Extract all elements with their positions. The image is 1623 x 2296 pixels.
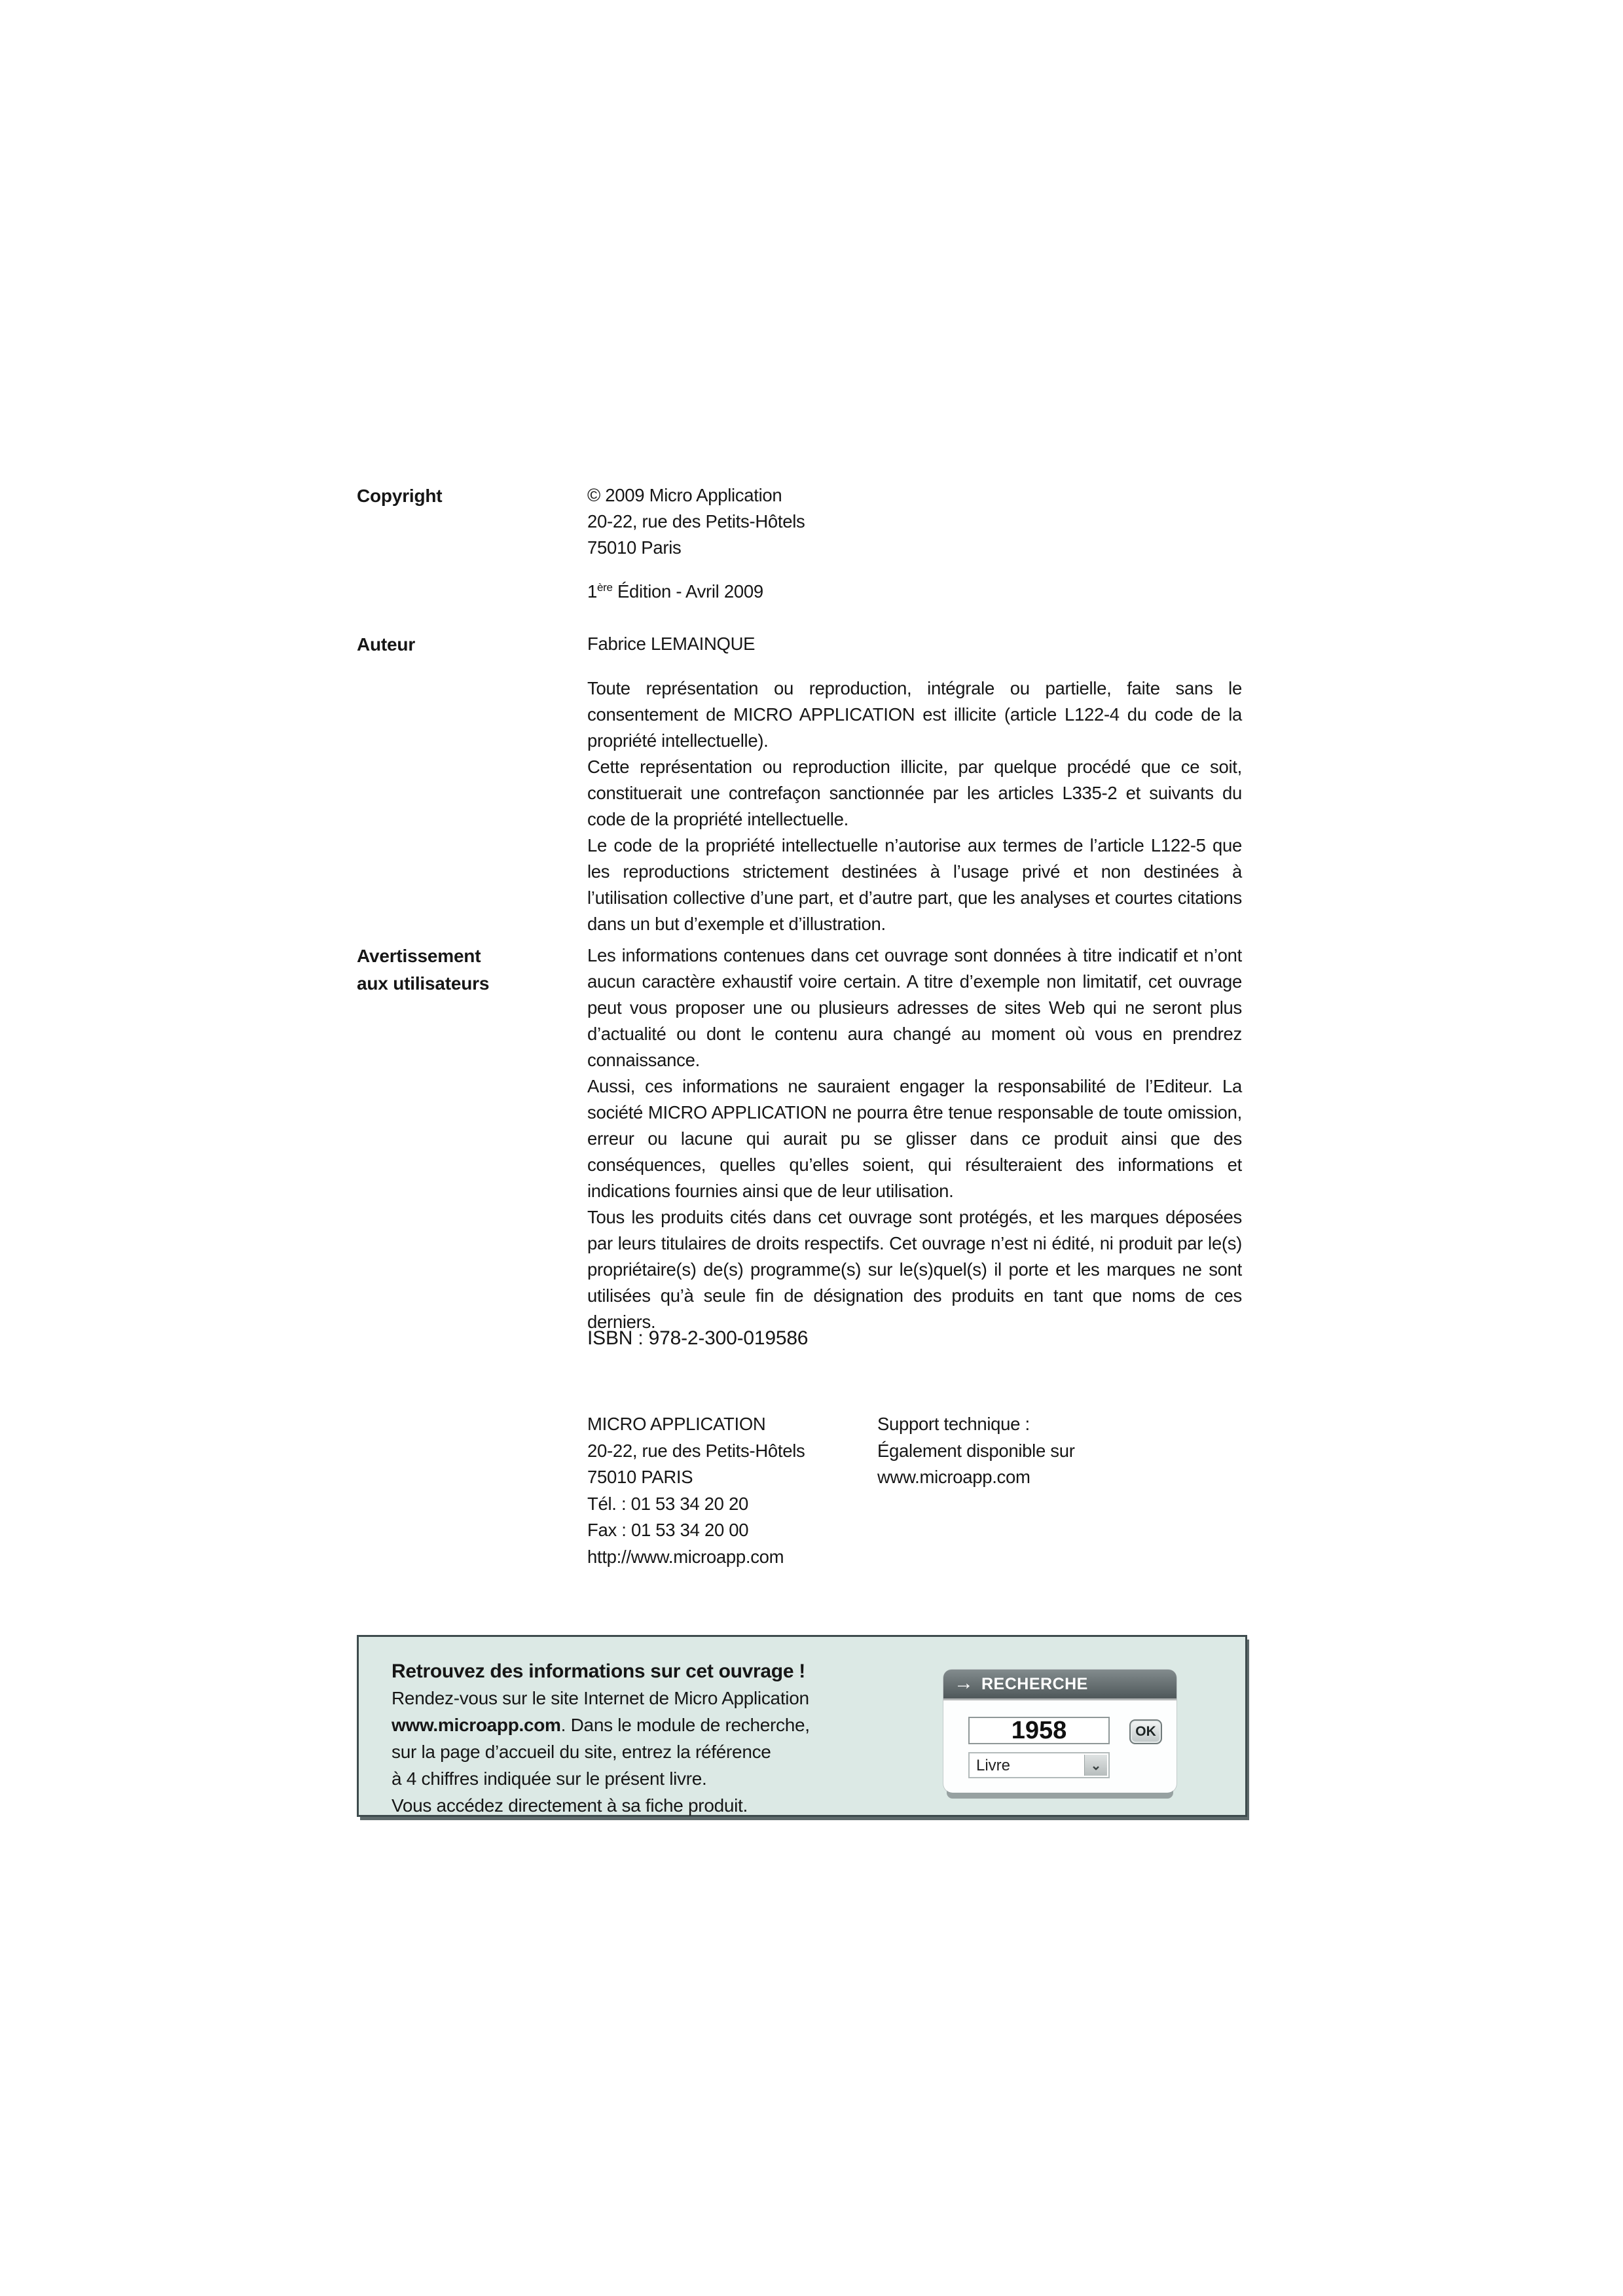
avertissement-paragraph: Aussi, ces informations ne sauraient engager la responsabilité de l’Editeur. La société MICRO APPLICATION ne pourra être tenue responsable de toute omission, erreur ou lacune qui aurait pu se glisser dans ce produit ainsi que des conséquences, quelles qu’elles soient, qui résulteraient des informations et indications fournies ainsi que de leur utilisation. <box>587 1076 1242 1201</box>
info-box-line: Rendez-vous sur le site Internet de Micro Application <box>392 1688 809 1708</box>
address-line: 75010 PARIS <box>587 1467 693 1487</box>
avertissement-paragraphs <box>587 942 1242 1335</box>
legal-paragraph: Cette représentation ou reproduction illicite, par quelque procédé que ce soit, constituerait une contrefaçon sanctionnée par les articles L335-2 et suivants du code de la propriété intellectuelle. <box>587 757 1242 829</box>
info-box-line: www.microapp.com. Dans le module de recherche, <box>392 1715 810 1735</box>
search-input[interactable] <box>968 1717 1110 1744</box>
info-box <box>357 1635 1247 1817</box>
copyright-line: 75010 Paris <box>587 537 682 558</box>
address-line: MICRO APPLICATION <box>587 1414 766 1434</box>
search-widget-header-label: RECHERCHE <box>981 1674 1088 1693</box>
edition-superscript: ère <box>597 581 613 594</box>
support-block <box>877 1411 1075 1491</box>
support-line: www.microapp.com <box>877 1467 1030 1487</box>
address-line: http://www.microapp.com <box>587 1546 784 1567</box>
copyright-block <box>587 482 1242 561</box>
support-line: Support technique : <box>877 1414 1030 1434</box>
legal-paragraph: Le code de la propriété intellectuelle n’autorise aux termes de l’article L122-5 que les reproductions strictement destinées à l’usage privé et non destinées à l’utilisation collective d’une part, et d’autre part, que les analyses et courtes citations dans un but d’exemple et d’illustration. <box>587 835 1242 934</box>
edition-number: 1 <box>587 581 597 601</box>
info-box-line: à 4 chiffres indiquée sur le présent livre. <box>392 1768 707 1789</box>
legal-paragraph: Toute représentation ou reproduction, intégrale ou partielle, faite sans le consentement de MICRO APPLICATION est illicite (article L122-4 du code de la propriété intellectuelle). <box>587 678 1242 751</box>
arrow-right-icon: → <box>954 1672 974 1694</box>
microapp-url: www.microapp.com <box>392 1715 561 1735</box>
info-box-title: Retrouvez des informations sur cet ouvrage ! <box>392 1660 805 1682</box>
auteur-label: Auteur <box>357 634 416 655</box>
support-line: Également disponible sur <box>877 1440 1075 1461</box>
category-select[interactable] <box>968 1752 1110 1778</box>
avertissement-paragraph: Tous les produits cités dans cet ouvrage sont protégés, et les marques déposées par leurs titulaires de droits respectifs. Cet ouvrage n’est ni édité, ni produit par le(s) propriétaire(s) de(s) programme(s) sur le(s)quel(s) il porte et les marques ne sont utilisées qu’à seule fin de désignation des produits en tant que noms de ces derniers. <box>587 1207 1242 1332</box>
ok-button[interactable]: OK <box>1129 1719 1162 1744</box>
copyright-label: Copyright <box>357 486 443 506</box>
category-select-value: Livre <box>976 1757 1011 1774</box>
edition-text: Édition - Avril 2009 <box>612 581 763 601</box>
auteur-name: Fabrice LEMAINQUE <box>587 634 756 654</box>
search-widget <box>943 1670 1176 1793</box>
search-widget-header <box>943 1670 1176 1698</box>
copyright-line: © 2009 Micro Application <box>587 485 782 505</box>
avertissement-paragraph: Les informations contenues dans cet ouvrage sont données à titre indicatif et n’ont aucun caractère exhaustif voire certain. A titre d’exemple non limitatif, cet ouvrage peut vous proposer une ou plusieurs adresses de sites Web qui ne seront plus d’actualité ou dont le contenu aura changé au moment où vous en prendrez connaissance. <box>587 945 1242 1070</box>
address-line: 20-22, rue des Petits-Hôtels <box>587 1440 805 1461</box>
info-box-line: sur la page d’accueil du site, entrez la référence <box>392 1742 771 1762</box>
info-box-line: Vous accédez directement à sa fiche produit. <box>392 1795 748 1816</box>
avertissement-label: Avertissement aux utilisateurs <box>357 946 490 994</box>
legal-paragraphs <box>587 675 1242 937</box>
chevron-down-icon[interactable]: ⌄ <box>1084 1755 1107 1776</box>
address-line: Tél. : 01 53 34 20 20 <box>587 1493 748 1514</box>
publisher-address-block <box>587 1411 805 1570</box>
copyright-line: 20-22, rue des Petits-Hôtels <box>587 511 805 531</box>
address-line: Fax : 01 53 34 20 00 <box>587 1520 749 1540</box>
edition-line <box>587 579 1242 605</box>
isbn-line: ISBN : 978-2-300-019586 <box>587 1327 809 1349</box>
